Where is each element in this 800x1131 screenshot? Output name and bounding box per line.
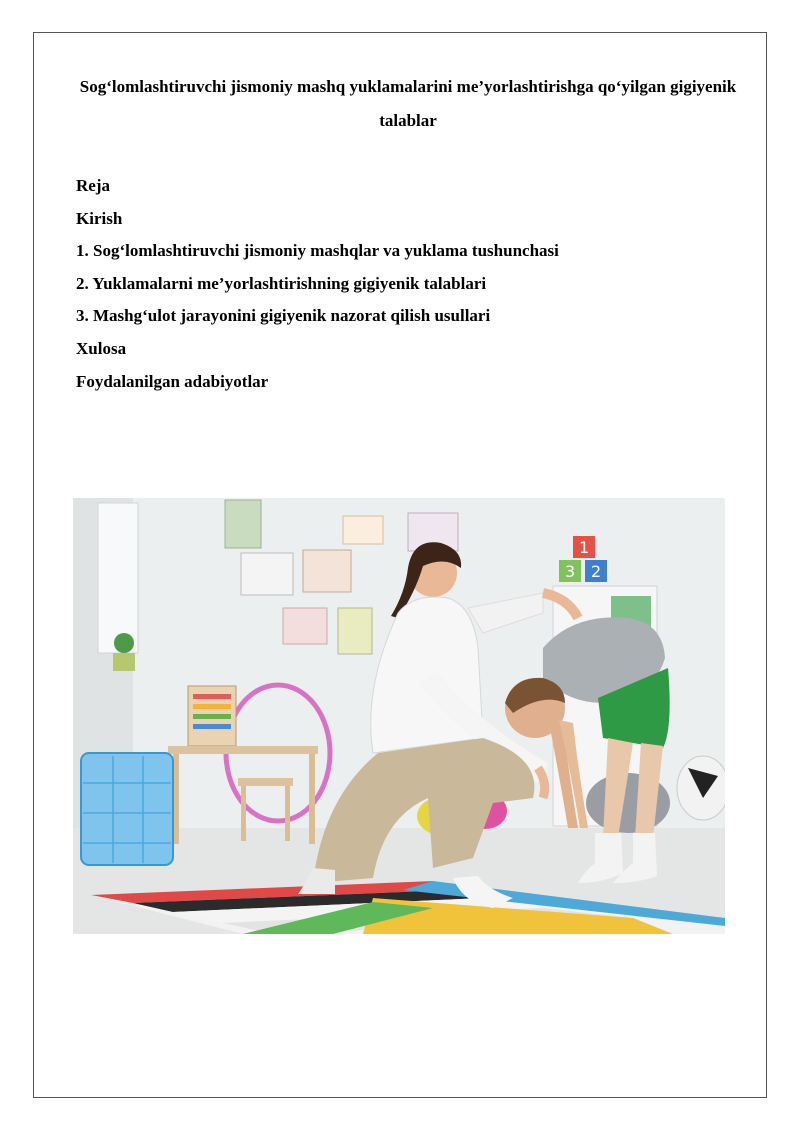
toc-item-2: 2. Yuklamalarni me’yorlashtirishning gigiyenik talablari: [76, 273, 487, 293]
toc-item-3: 3. Mashg‘ulot jarayonini gigiyenik nazorat qilish usullari: [76, 306, 491, 326]
toc-item-kirish: Kirish: [76, 208, 123, 228]
toc-item-adabiyotlar: Foydalanilgan adabiyotlar: [76, 371, 269, 391]
exercise-photo: [73, 498, 725, 934]
document-title: Sog‘lomlashtiruvchi jismoniy mashq yuklamalarini me’yorlashtirishga qo‘yilgan gigiyenik talablar: [79, 77, 737, 130]
toc-item-reja: Reja: [76, 176, 110, 195]
svg-text:3: 3: [565, 562, 576, 581]
toc-item-xulosa: Xulosa: [76, 338, 127, 358]
toc-item-1: 1. Sog‘lomlashtiruvchi jismoniy mashqlar va yuklama tushunchasi: [76, 241, 559, 261]
svg-text:2: 2: [591, 562, 602, 581]
table-of-contents: [76, 170, 559, 398]
svg-text:1: 1: [579, 538, 590, 557]
